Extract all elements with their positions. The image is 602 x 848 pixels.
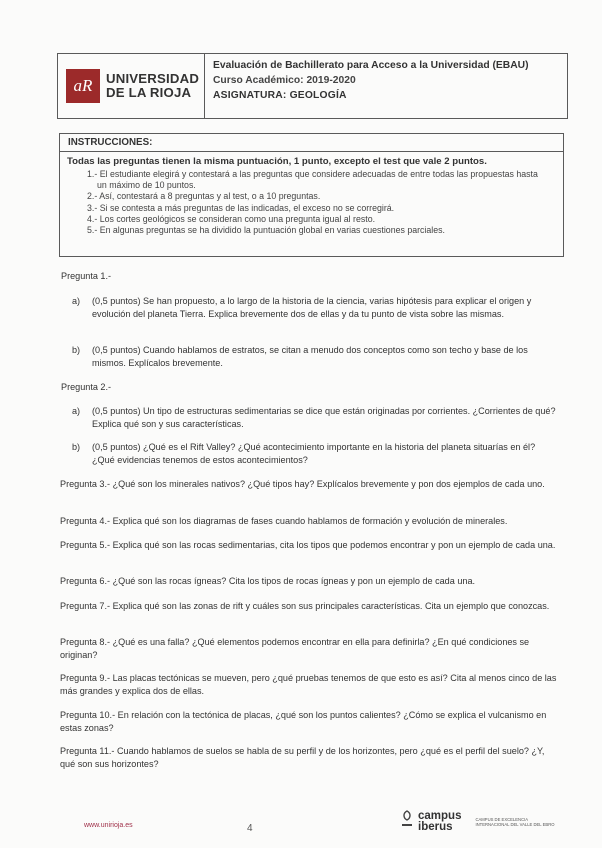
- campus-iberus-icon: [400, 809, 414, 834]
- question-8: Pregunta 8.- ¿Qué es una falla? ¿Qué elementos podemos encontrar en ella para definirla? ¿En qué condiciones se originan?: [60, 637, 530, 660]
- university-logo-icon: aR: [66, 69, 100, 103]
- campus-name: [418, 811, 461, 833]
- question-1b: [72, 344, 560, 369]
- question-2b: [72, 441, 560, 466]
- question-2-title: Pregunta 2.-: [61, 382, 112, 392]
- instructions-box: [59, 133, 564, 257]
- question-1a-label: a): [72, 296, 81, 306]
- question-2a: [72, 405, 560, 430]
- question-1b-text: (0,5 puntos) Cuando hablamos de estratos, se citan a menudo dos conceptos como son techo y base de los mismos. Explícalos brevemente.: [92, 345, 528, 368]
- instruction-item: 3.- Si se contesta a más preguntas de las indicadas, el exceso no se corregirá.: [87, 202, 395, 213]
- question-2a-text: (0,5 puntos) Un tipo de estructuras sedimentarias se dice que están originadas por corrientes. ¿Corrientes de qué? Explica qué son y sus características.: [92, 406, 556, 429]
- question-2b-text: (0,5 puntos) ¿Qué es el Rift Valley? ¿Qué acontecimiento importante en la historia del planeta situarías en él? ¿Qué evidencias tenemos de estos acontecimientos?: [92, 442, 536, 465]
- question-10: Pregunta 10.- En relación con la tectónica de placas, ¿qué son los puntos calientes? ¿Cómo se explica el vulcanismo en estas zonas?: [60, 710, 547, 733]
- exam-info: [205, 54, 567, 118]
- instruction-item: 4.- Los cortes geológicos se consideran como una pregunta igual al resto.: [87, 213, 376, 224]
- instruction-item: 5.- En algunas preguntas se ha dividido la puntuación global en varias cuestiones parciales.: [87, 225, 445, 236]
- campus-iberus-logo: [400, 809, 555, 834]
- university-name-line1: UNIVERSIDAD: [106, 71, 200, 86]
- instructions-lead: Todas las preguntas tienen la misma puntuación, 1 punto, excepto el test que vale 2 puntos.: [67, 156, 487, 167]
- question-7: Pregunta 7.- Explica qué son las zonas de rift y cuáles son sus principales características. Cita un ejemplo que conozcas.: [60, 601, 550, 611]
- university-url: www.unirioja.es: [84, 822, 133, 829]
- question-1-title: Pregunta 1.-: [61, 271, 112, 281]
- question-11: Pregunta 11.- Cuando hablamos de suelos se habla de su perfil y de los horizontes, pero ¿qué es el perfil del suelo? ¿Y, qué son sus horizontes?: [60, 746, 545, 769]
- instruction-item: 2.- Así, contestará a 8 preguntas y al test, o a 10 preguntas.: [87, 191, 321, 202]
- university-name-line2: DE LA RIOJA: [106, 85, 192, 100]
- course-year: Curso Académico: 2019-2020: [213, 75, 356, 86]
- instructions-list: [60, 169, 563, 236]
- question-1b-label: b): [72, 345, 81, 355]
- university-logo-block: [58, 54, 205, 118]
- campus-subtitle: CAMPUS DE EXCELENCIA INTERNACIONAL DEL VALLE DEL EBRO: [475, 816, 555, 827]
- instructions-heading: INSTRUCCIONES:: [60, 134, 563, 152]
- question-2a-label: a): [72, 406, 81, 416]
- subject-name: ASIGNATURA: GEOLOGÍA: [213, 90, 347, 101]
- question-2b-label: b): [72, 442, 81, 452]
- question-1a: [72, 295, 560, 320]
- question-6: Pregunta 6.- ¿Qué son las rocas ígneas? Cita los tipos de rocas ígneas y pon un ejemplo de cada una.: [60, 576, 476, 586]
- question-3: Pregunta 3.- ¿Qué son los minerales nativos? ¿Qué tipos hay? Explícalos brevemente y pon dos ejemplos de cada uno.: [60, 479, 545, 489]
- page-mark: 4: [247, 823, 253, 834]
- question-5: Pregunta 5.- Explica qué son las rocas sedimentarias, cita los tipos que podemos encontrar y pon un ejemplo de cada una.: [60, 540, 556, 550]
- exam-title: Evaluación de Bachillerato para Acceso a la Universidad (EBAU): [213, 60, 529, 71]
- campus-name-line1: campus: [418, 809, 462, 822]
- exam-header: [57, 53, 568, 119]
- question-1a-text: (0,5 puntos) Se han propuesto, a lo largo de la historia de la ciencia, varias hipótesis para explicar el origen y evolución del planeta Tierra. Explica brevemente dos de ellas y da tu punto de vista sobre las mismas.: [92, 296, 532, 319]
- question-9: Pregunta 9.- Las placas tectónicas se mueven, pero ¿qué pruebas tenemos de que esto es así? Cita al menos cinco de las más grandes y explica dos de ellas.: [60, 673, 557, 696]
- question-4: Pregunta 4.- Explica qué son los diagramas de fases cuando hablamos de formación y evolución de minerales.: [60, 516, 508, 526]
- university-name: [106, 72, 199, 100]
- campus-name-line2: iberus: [418, 820, 453, 833]
- instruction-item: 1.- El estudiante elegirá y contestará a las preguntas que considere adecuadas de entre todas las propuestas hasta un máximo de 10 puntos.: [87, 169, 538, 191]
